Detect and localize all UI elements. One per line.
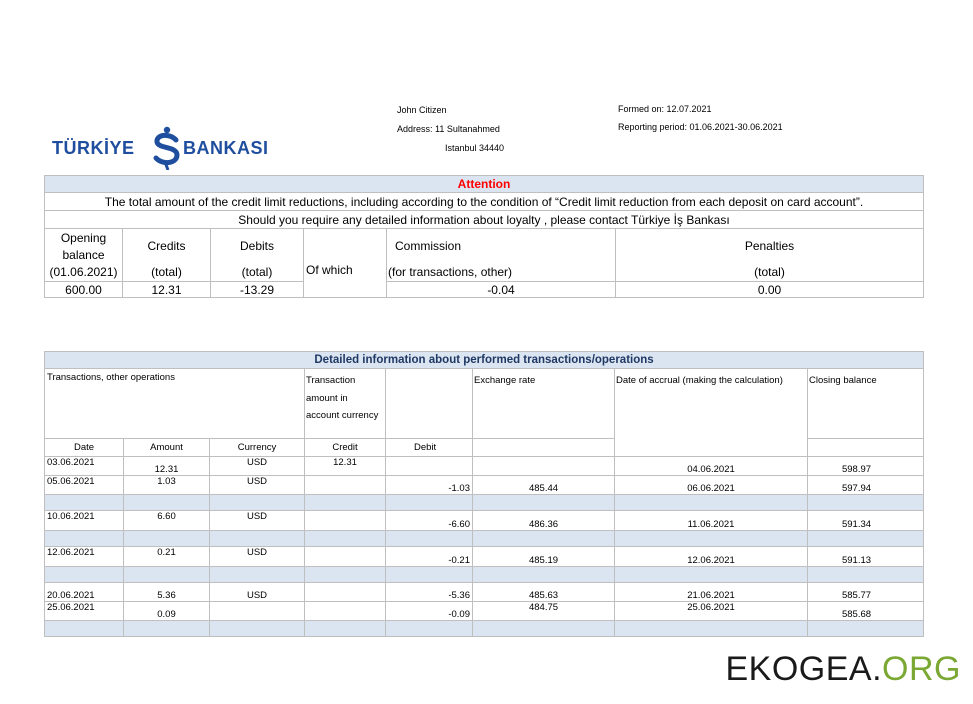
row-debit: -0.09 <box>386 602 473 621</box>
opening-balance-header: Opening balance (01.06.2021) <box>45 229 123 282</box>
row-exchange-rate: 485.19 <box>473 547 615 567</box>
row-credit <box>305 583 386 602</box>
row-credit <box>305 602 386 621</box>
row-accrual-date: 04.06.2021 <box>615 457 808 476</box>
table-row <box>45 583 924 602</box>
penalties-sub-label: (total) <box>754 265 785 279</box>
row-debit: -6.60 <box>386 511 473 531</box>
debits-label: Debits <box>239 239 274 253</box>
row-currency: USD <box>210 583 305 602</box>
empty-header-cell <box>386 369 473 439</box>
formed-on-date: Formed on: 12.07.2021 <box>618 104 712 114</box>
row-debit <box>386 457 473 476</box>
debits-header <box>211 229 304 282</box>
row-exchange-rate: 485.63 <box>473 583 615 602</box>
row-accrual-date: 21.06.2021 <box>615 583 808 602</box>
credit-limit-notice: The total amount of the credit limit reductions, including according to the condition of “Credit limit reduction from each deposit on card account”. <box>45 193 924 211</box>
row-debit: -5.36 <box>386 583 473 602</box>
credits-label: Credits <box>147 239 186 253</box>
row-closing-balance: 597.94 <box>808 476 924 495</box>
customer-name: John Citizen <box>397 105 447 115</box>
col-amount-header: Amount <box>124 439 210 457</box>
watermark-green-text: ORG <box>882 650 961 688</box>
row-currency: USD <box>210 457 305 476</box>
row-date: 12.06.2021 <box>45 547 124 567</box>
table-row <box>45 476 924 495</box>
penalties-label: Penalties <box>744 239 795 253</box>
row-currency: USD <box>210 511 305 531</box>
table-row <box>45 511 924 531</box>
credits-sub-label: (total) <box>151 265 182 279</box>
row-debit: -1.03 <box>386 476 473 495</box>
watermark-dark-text: EKOGEA. <box>725 650 883 688</box>
row-currency: USD <box>210 476 305 495</box>
empty-header-cell <box>808 439 924 457</box>
row-date: 25.06.2021 <box>45 602 124 621</box>
row-closing-balance: 598.97 <box>808 457 924 476</box>
row-accrual-date: 25.06.2021 <box>615 602 808 621</box>
credits-header <box>123 229 211 282</box>
row-exchange-rate: 484.75 <box>473 602 615 621</box>
row-amount: 6.60 <box>124 511 210 531</box>
row-amount: 5.36 <box>124 583 210 602</box>
table-row <box>45 602 924 621</box>
details-title: Detailed information about performed transactions/operations <box>45 352 924 369</box>
exchange-rate-header: Exchange rate <box>473 369 615 439</box>
row-currency: USD <box>210 547 305 567</box>
table-row <box>45 547 924 567</box>
row-accrual-date: 12.06.2021 <box>615 547 808 567</box>
date-accrual-header: Date of accrual (making the calculation) <box>615 369 808 457</box>
row-closing-balance: 591.13 <box>808 547 924 567</box>
empty-header-cell <box>473 439 615 457</box>
spacer-row <box>45 621 924 637</box>
row-date: 20.06.2021 <box>45 583 124 602</box>
row-currency <box>210 602 305 621</box>
col-credit-header: Credit <box>305 439 386 457</box>
row-date: 03.06.2021 <box>45 457 124 476</box>
row-exchange-rate: 485.44 <box>473 476 615 495</box>
bank-logo <box>52 124 284 170</box>
row-amount: 0.09 <box>124 602 210 621</box>
row-amount: 1.03 <box>124 476 210 495</box>
row-debit: -0.21 <box>386 547 473 567</box>
row-amount: 0.21 <box>124 547 210 567</box>
reporting-period: Reporting period: 01.06.2021-30.06.2021 <box>618 122 783 132</box>
penalties-value: 0.00 <box>616 282 924 298</box>
col-date-header: Date <box>45 439 124 457</box>
attention-title: Attention <box>45 176 924 193</box>
customer-address-line1: Address: 11 Sultanahmed <box>397 124 500 134</box>
debits-sub-label: (total) <box>241 265 273 279</box>
row-date: 05.06.2021 <box>45 476 124 495</box>
transaction-amount-group-header: Transaction amount in account currency <box>305 369 386 439</box>
loyalty-contact-notice: Should you require any detailed information about loyalty , please contact Türkiye İş Bankası <box>45 211 924 229</box>
row-credit <box>305 547 386 567</box>
of-which-header: Of which <box>304 229 387 298</box>
debits-value: -13.29 <box>211 282 304 298</box>
col-currency-header: Currency <box>210 439 305 457</box>
spacer-row <box>45 531 924 547</box>
transactions-table <box>44 351 924 637</box>
commission-label: Commission <box>395 239 462 253</box>
row-closing-balance: 585.68 <box>808 602 924 621</box>
row-credit <box>305 476 386 495</box>
opening-balance-value: 600.00 <box>45 282 123 298</box>
row-exchange-rate <box>473 457 615 476</box>
commission-header <box>387 229 616 282</box>
closing-balance-header: Closing balance <box>808 369 924 439</box>
col-debit-header: Debit <box>386 439 473 457</box>
spacer-row <box>45 567 924 583</box>
logo-right-text: BANKASI <box>183 138 269 158</box>
commission-sub-label: (for transactions, other) <box>388 265 513 279</box>
customer-address-line2: Istanbul 34440 <box>445 143 505 153</box>
watermark <box>725 650 961 689</box>
row-exchange-rate: 486.36 <box>473 511 615 531</box>
credits-value: 12.31 <box>123 282 211 298</box>
commission-value: -0.04 <box>387 282 616 298</box>
row-accrual-date: 11.06.2021 <box>615 511 808 531</box>
row-amount: 12.31 <box>124 457 210 476</box>
transactions-group-header: Transactions, other operations <box>45 369 305 439</box>
row-closing-balance: 585.77 <box>808 583 924 602</box>
row-credit: 12.31 <box>305 457 386 476</box>
is-bank-symbol-icon <box>156 127 177 170</box>
penalties-header <box>616 229 924 282</box>
row-accrual-date: 06.06.2021 <box>615 476 808 495</box>
row-closing-balance: 591.34 <box>808 511 924 531</box>
row-date: 10.06.2021 <box>45 511 124 531</box>
summary-table <box>44 175 924 298</box>
row-credit <box>305 511 386 531</box>
logo-left-text: TÜRKİYE <box>52 138 135 158</box>
table-row <box>45 457 924 476</box>
spacer-row <box>45 495 924 511</box>
